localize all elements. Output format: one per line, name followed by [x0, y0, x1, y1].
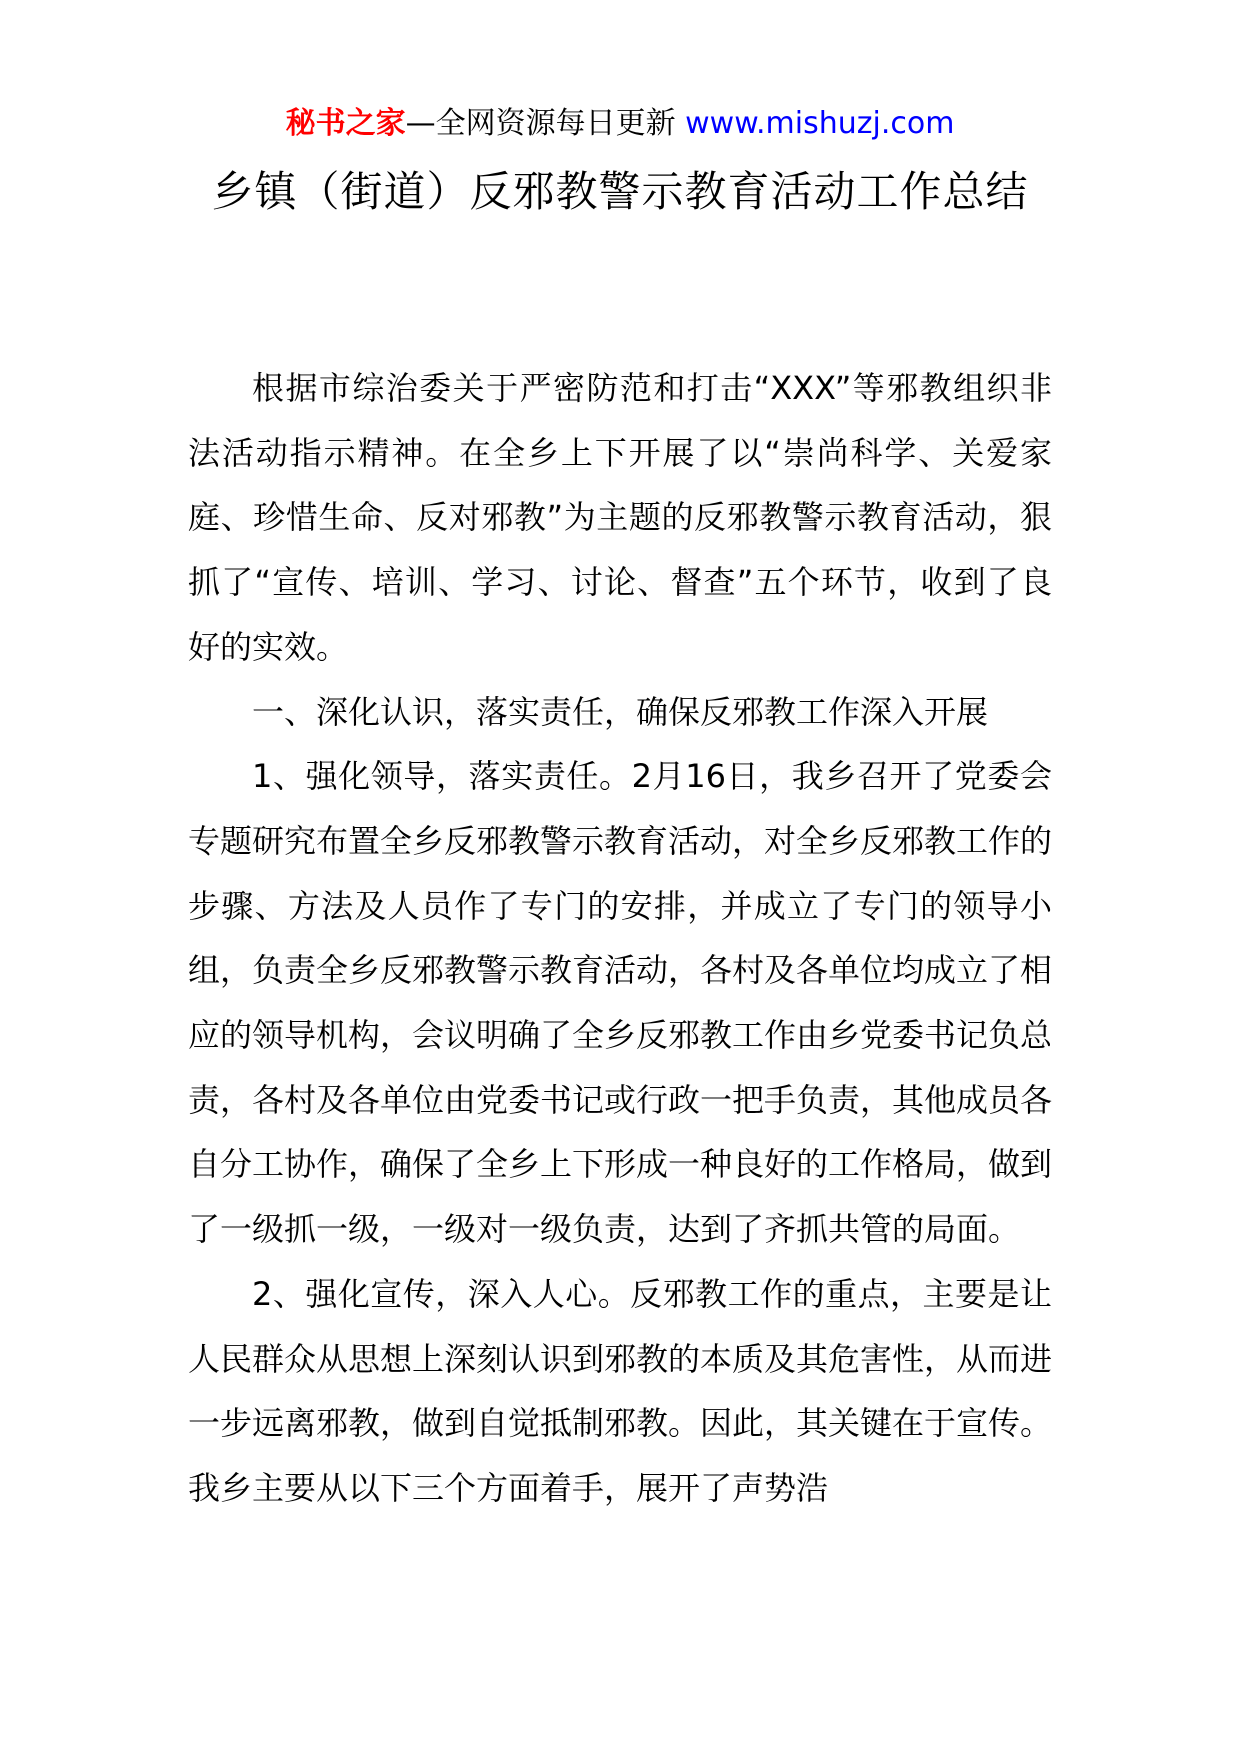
site-url: www.mishuzj.com	[685, 106, 955, 141]
paragraph-leadership: 1、强化领导，落实责任。2月16日，我乡召开了党委会专题研究布置全乡反邪教警示教育活动，对全乡反邪教工作的步骤、方法及人员作了专门的安排，并成立了专门的领导小组，负责全乡反邪教警示教育活动，各村及各单位均成立了相应的领导机构，会议明确了全乡反邪教工作由乡党委书记负总责，各村及各单位由党委书记或行政一把手负责，其他成员各自分工协作，确保了全乡上下形成一种良好的工作格局，做到了一级抓一级，一级对一级负责，达到了齐抓共管的局面。	[188, 757, 1053, 1249]
document-body	[188, 356, 1052, 1521]
paragraph-publicity: 2、强化宣传，深入人心。反邪教工作的重点，主要是让人民群众从思想上深刻认识到邪教的本质及其危害性，从而进一步远离邪教，做到自觉抵制邪教。因此，其关键在于宣传。我乡主要从以下三个方面着手，展开了声势浩	[188, 1274, 1053, 1507]
header-slogan: —全网资源每日更新	[405, 106, 686, 141]
document-title: 乡镇（街道）反邪教警示教育活动工作总结	[211, 167, 1029, 216]
section-heading-1: 一、深化认识，落实责任，确保反邪教工作深入开展	[252, 692, 989, 731]
brand-name: 秘书之家	[285, 106, 406, 141]
intro-paragraph: 根据市综治委关于严密防范和打击“XXX”等邪教组织非法活动指示精神。在全乡上下开展了以“崇尚科学、关爱家庭、珍惜生命、反对邪教”为主题的反邪教警示教育活动，狠抓了“宣传、培训、学习、讨论、督查”五个环节，收到了良好的实效。	[188, 369, 1052, 666]
site-header	[0, 104, 1240, 144]
